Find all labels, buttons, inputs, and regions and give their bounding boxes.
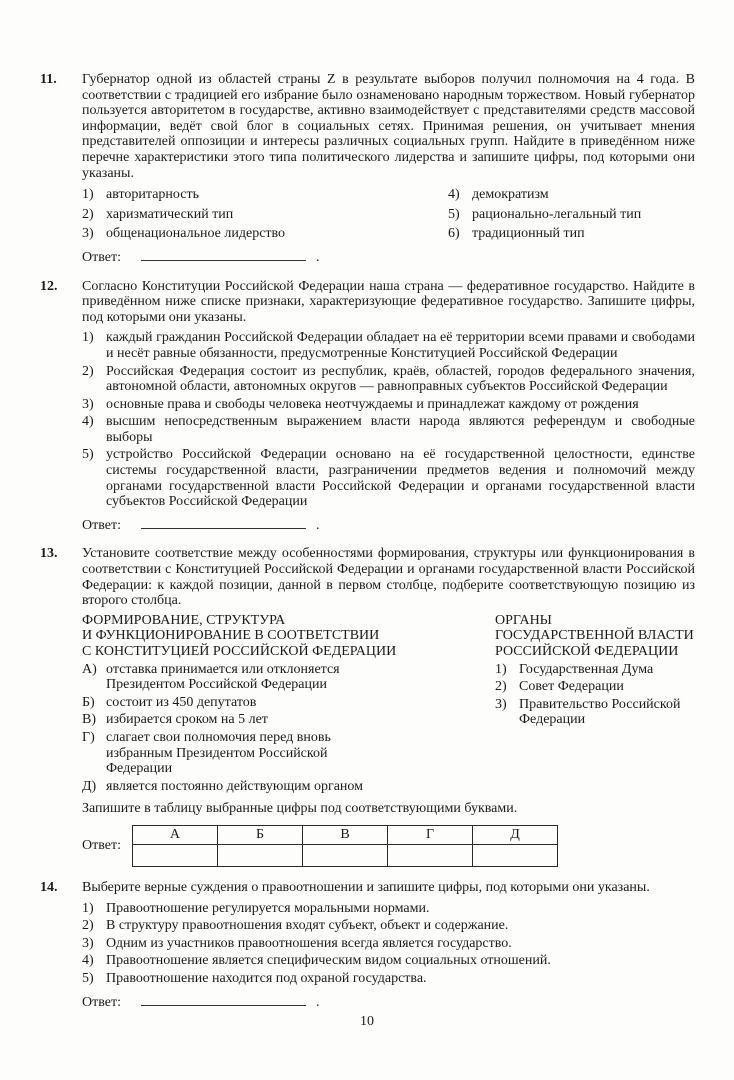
option-text: основные права и свободы человека неотчуждаемы и принадлежат каждому от рождения: [106, 396, 639, 412]
option-number: 1): [82, 187, 94, 203]
option-text: Российская Федерация состоит из республик, краёв, областей, городов федерального значения, автономной области, автономных округов — равноправных субъектов Российской Федерации: [106, 363, 695, 395]
match-item-letter: Г): [82, 729, 95, 745]
option-number: 3): [82, 935, 94, 951]
answer-blank-line[interactable]: [141, 994, 306, 1006]
match-item-text: избирается сроком на 5 лет: [106, 712, 268, 728]
question-number: 14.: [40, 879, 58, 895]
option-item: [82, 918, 695, 934]
option-item: [82, 971, 695, 987]
answer-table: [132, 825, 558, 867]
option-text: высшим непосредственным выражением власти народа являются референдум и свободные выборы: [106, 414, 695, 445]
answer-table-header-cell: Г: [387, 825, 472, 844]
answer-row: [82, 249, 695, 266]
match-right-item: [495, 662, 695, 678]
option-number: 4): [448, 187, 460, 203]
option-number: 2): [82, 363, 94, 379]
options-column-1: [82, 187, 448, 242]
option-item: [82, 226, 448, 242]
options-list: [82, 901, 695, 987]
answer-table-header-cell: В: [302, 825, 387, 844]
match-left-item: [82, 662, 378, 693]
match-left-item: [82, 730, 378, 777]
match-item-text: Государственная Дума: [519, 661, 654, 677]
match-item-letter: А): [82, 661, 97, 677]
option-item: [448, 207, 695, 223]
answer-table-row: [82, 825, 695, 867]
match-right-header-line: ГОСУДАРСТВЕННОЙ ВЛАСТИ: [495, 628, 694, 644]
match-item-number: 2): [495, 679, 507, 695]
option-text: Одним из участников правоотношения всегда является государство.: [106, 935, 512, 951]
answer-table-input-cell[interactable]: [387, 844, 472, 866]
option-number: 1): [82, 330, 94, 346]
option-text: рационально-легальный тип: [472, 206, 642, 222]
answer-table-header-cell: Д: [472, 825, 557, 844]
answer-table-input-cell[interactable]: [472, 844, 557, 866]
option-text: общенациональное лидерство: [106, 226, 286, 242]
match-right-column: [495, 613, 695, 795]
option-number: 3): [82, 226, 94, 242]
options-column-2: [448, 187, 695, 242]
match-left-item: [82, 712, 378, 728]
question-number: 13.: [40, 546, 58, 562]
question-14: [40, 880, 695, 1010]
answer-table-header-cell: Б: [217, 825, 302, 844]
answer-table-header-row: [132, 825, 557, 844]
option-item: [82, 364, 695, 395]
page-content: [40, 72, 695, 1023]
option-text: В структуру правоотношения входят субъект, объект и содержание.: [106, 918, 509, 934]
option-number: 1): [82, 900, 94, 916]
answer-row: [82, 517, 695, 534]
match-left-item: [82, 779, 378, 795]
match-item-text: Совет Федерации: [519, 679, 624, 695]
option-item: [448, 226, 695, 242]
option-number: 5): [448, 206, 460, 222]
answer-period: .: [315, 249, 320, 265]
answer-label: Ответ:: [82, 249, 121, 265]
answer-table-input-row: [132, 844, 557, 866]
question-12: [40, 279, 695, 534]
match-item-text: состоит из 450 депутатов: [106, 694, 257, 710]
match-right-item: [495, 679, 695, 695]
question-text: Губернатор одной из областей страны Z в результате выборов получил полномочия на 4 года. В соответствии с традицией его избрание было ознаменовано народным торжеством. Новый губернатор пользуется авторитетом в государстве, активно взаимодействует с представителями средств массовой информации, ведёт свой блог в социальных сетях. Принимая решения, он учитывает мнения представителей оппозиции и интересы различных социальных групп. Найдите в приведённом ниже перечне характеристики этого типа политического лидерства и запишите цифры, под которыми они указаны.: [82, 72, 695, 181]
option-text: каждый гражданин Российской Федерации обладает на её территории всеми правами и свободами и несёт равные обязанности, предусмотренные Конституцией Российской Федерации: [106, 330, 695, 361]
answer-label: Ответ:: [82, 838, 121, 854]
option-number: 2): [82, 206, 94, 222]
match-left-header-line: ФОРМИРОВАНИЕ, СТРУКТУРА: [82, 612, 286, 628]
match-item-letter: Б): [82, 694, 95, 710]
answer-period: .: [315, 517, 320, 533]
question-text: Выберите верные суждения о правоотношении и запишите цифры, под которыми они указаны.: [82, 879, 650, 895]
question-11: [40, 72, 695, 266]
match-left-column: [82, 612, 397, 795]
matching-columns: [82, 613, 695, 795]
question-number: 11.: [40, 72, 57, 87]
answer-label: Ответ:: [82, 517, 121, 533]
option-text: демократизм: [472, 187, 549, 203]
answer-label: Ответ:: [82, 994, 121, 1010]
question-text: Согласно Конституции Российской Федерации наша страна — федеративное государство. Найдите в приведённом ниже списке признаки, характеризующие федеративное государство. Запишите цифры, под которыми они указаны.: [82, 278, 695, 325]
match-right-header-line: ОРГАНЫ: [495, 612, 552, 628]
option-number: 2): [82, 918, 94, 934]
match-left-header: [82, 612, 397, 660]
answer-row: [82, 994, 695, 1011]
match-right-item: [495, 697, 695, 728]
option-item: [82, 447, 695, 509]
match-right-header: [495, 613, 695, 660]
page-number: 10: [360, 1014, 374, 1029]
option-number: 3): [82, 396, 94, 412]
option-item: [82, 187, 448, 203]
option-text: харизматический тип: [106, 206, 234, 222]
option-item: [82, 936, 695, 952]
match-left-header-line: И ФУНКЦИОНИРОВАНИЕ В СООТВЕТСТВИИ: [82, 628, 380, 644]
option-item: [82, 901, 695, 917]
answer-table-header-cell: А: [132, 825, 217, 844]
answer-table-input-cell[interactable]: [132, 844, 217, 866]
option-number: 4): [82, 414, 94, 430]
answer-blank-line[interactable]: [141, 249, 306, 261]
options-list: [82, 330, 695, 510]
option-text: Правоотношение регулируется моральными нормами.: [106, 900, 430, 916]
table-instruction: Запишите в таблицу выбранные цифры под соответствующими буквами.: [82, 801, 518, 817]
option-item: [82, 953, 695, 969]
option-text: традиционный тип: [472, 226, 585, 242]
answer-period: .: [315, 994, 320, 1010]
option-item: [82, 330, 695, 361]
match-left-item: [82, 695, 378, 711]
option-item: [448, 187, 695, 203]
answer-blank-line[interactable]: [141, 517, 306, 529]
option-text: Правоотношение является специфическим видом социальных отношений.: [106, 953, 551, 969]
match-item-letter: Д): [82, 778, 97, 794]
option-number: 4): [82, 953, 94, 969]
option-item: [82, 207, 448, 223]
option-number: 5): [82, 970, 94, 986]
match-left-header-line: С КОНСТИТУЦИЕЙ РОССИЙСКОЙ ФЕДЕРАЦИИ: [82, 644, 397, 659]
match-item-text: является постоянно действующим органом: [106, 778, 364, 794]
match-item-number: 3): [495, 696, 507, 712]
option-item: [82, 397, 695, 413]
match-item-number: 1): [495, 661, 507, 677]
option-number: 6): [448, 226, 460, 242]
answer-table-input-cell[interactable]: [217, 844, 302, 866]
question-13: [40, 546, 695, 867]
option-text: устройство Российской Федерации основано на её государственной целостности, единстве системы государственной власти, разграничении предметов ведения и полномочий между органами государственной власти Российской Федерации и органами государственной власти субъектов Российской Федерации: [106, 447, 695, 510]
match-item-text: Правительство Российской Федерации: [519, 696, 681, 728]
option-text: Правоотношение находится под охраной государства.: [106, 970, 427, 986]
question-text: Установите соответствие между особенностями формирования, структуры или функционирования в соответствии с Конституцией Российской Федерации и органами государственной власти Российской Федерации: к каждой позиции, данной в первом столбце, подберите соответствующую позицию из второго столбца.: [82, 546, 695, 609]
option-item: [82, 414, 695, 445]
match-right-header-line: РОССИЙСКОЙ ФЕДЕРАЦИИ: [495, 644, 679, 659]
question-number: 12.: [40, 278, 58, 294]
answer-table-input-cell[interactable]: [302, 844, 387, 866]
option-text: авторитарность: [106, 187, 199, 203]
option-number: 5): [82, 447, 94, 463]
match-item-text: отставка принимается или отклоняется Президентом Российской Федерации: [106, 661, 340, 693]
match-item-text: слагает свои полномочия перед вновь избранным Президентом Российской Федерации: [106, 729, 331, 777]
match-item-letter: В): [82, 712, 96, 728]
options-two-columns: [82, 187, 695, 242]
